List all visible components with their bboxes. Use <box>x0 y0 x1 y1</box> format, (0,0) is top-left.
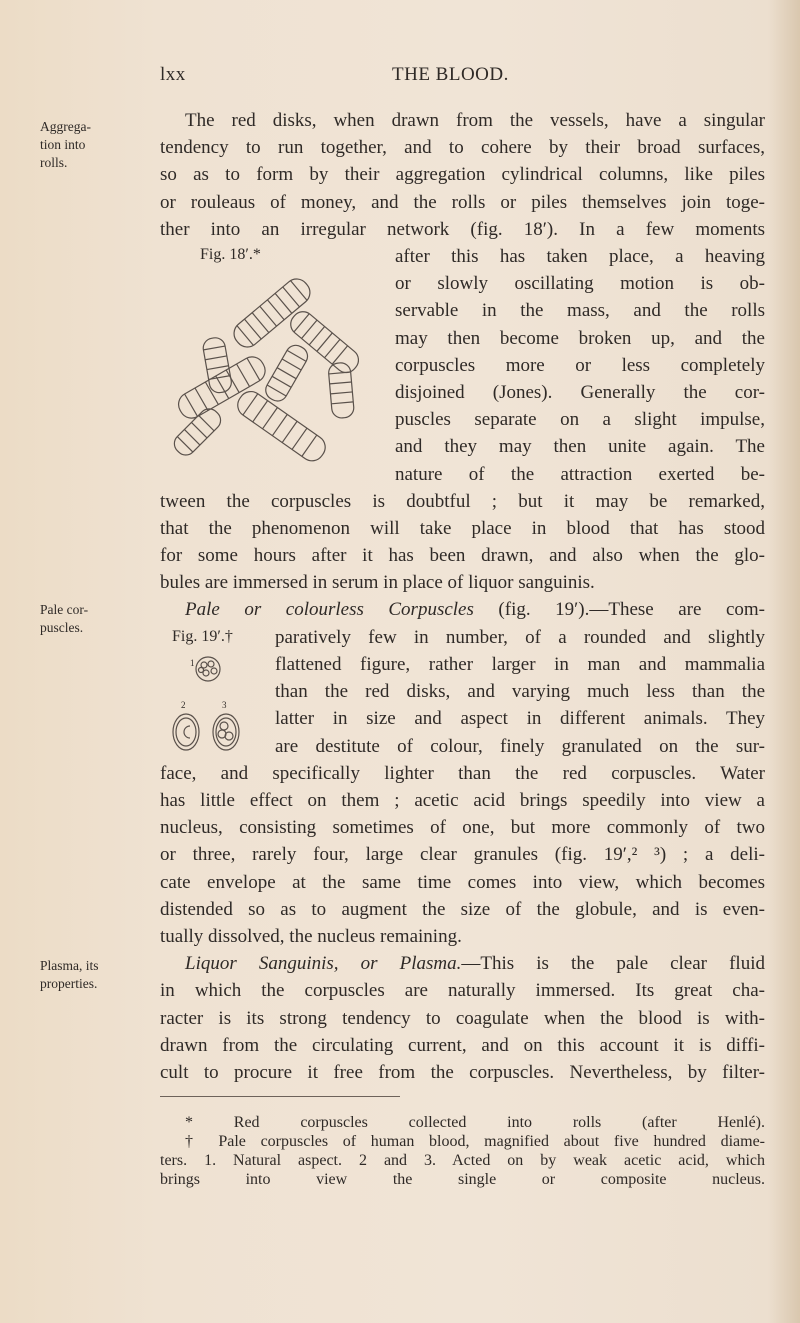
footnote-fig19-cont: ters. 1. Natural aspect. 2 and 3. Acted on by weak acetic acid, which <box>160 1152 765 1169</box>
fig19-label-3: 3 <box>222 700 227 710</box>
corpuscle-single-nucleus <box>173 714 199 750</box>
body-line: racter is its strong tendency to coagulate when the blood is with- <box>160 1008 765 1029</box>
footnote-divider <box>160 1096 400 1097</box>
margin-note-line: puscles. <box>40 620 84 635</box>
body-line: that the phenomenon will take place in blood that has stood <box>160 518 765 539</box>
body-line: or rouleaus of money, and the rolls or piles themselves join toge- <box>160 192 765 213</box>
body-line: in which the corpuscles are naturally immersed. Its great cha- <box>160 980 765 1001</box>
corpuscle-natural <box>196 657 220 681</box>
body-line: nature of the attraction exerted be- <box>395 464 765 485</box>
body-line: distended so as to augment the size of the globule, and is even- <box>160 899 765 920</box>
body-line: for some hours after it has been drawn, and also when the glo- <box>160 545 765 566</box>
body-line: tween the corpuscles is doubtful ; but it may be remarked, <box>160 491 765 512</box>
body-line: tendency to run together, and to cohere by their broad surfaces, <box>160 137 765 158</box>
body-line: and they may then unite again. The <box>395 436 765 457</box>
body-line: than the red disks, and varying much less than the <box>275 681 765 702</box>
body-line: are destitute of colour, finely granulated on the sur- <box>275 736 765 757</box>
fig18-caption: Fig. 18′.* <box>200 246 261 263</box>
margin-note-pale-corpuscles <box>40 601 88 637</box>
body-line: cate envelope at the same time comes into view, which becomes <box>160 872 765 893</box>
italic-lead: Pale or colourless Corpuscles <box>185 599 499 620</box>
fig18-rouleaux-illustration <box>165 268 380 468</box>
margin-note-line: Pale cor- <box>40 602 89 617</box>
body-line: tually dissolved, the nucleus remaining. <box>160 926 462 947</box>
body-line: may then become broken up, and the <box>395 328 765 349</box>
body-line: nucleus, consisting sometimes of one, but more commonly of two <box>160 817 765 838</box>
body-line-plasma-heading <box>185 951 765 977</box>
corpuscle-composite-nucleus <box>213 714 239 750</box>
body-line: drawn from the circulating current, and on this account it is diffi- <box>160 1035 765 1056</box>
body-line: has little effect on them ; acetic acid brings speedily into view a <box>160 790 765 811</box>
body-line: or slowly oscillating motion is ob- <box>395 273 765 294</box>
margin-note-line: properties. <box>40 976 98 991</box>
body-line-rest: (fig. 19′).—These are com- <box>498 599 766 620</box>
body-line: latter in size and aspect in different animals. They <box>275 708 765 729</box>
body-line: puscles separate on a slight impulse, <box>395 409 765 430</box>
fig19-label-1: 1 <box>190 658 195 668</box>
fig19-label-2: 2 <box>181 700 186 710</box>
italic-lead: Liquor Sanguinis, or Plasma. <box>185 953 462 974</box>
body-line: face, and specifically lighter than the red corpuscles. Water <box>160 763 765 784</box>
margin-note-line: Aggrega- <box>40 119 91 134</box>
margin-note-plasma <box>40 957 99 993</box>
body-line-pale-heading <box>185 597 765 623</box>
fig19-caption: Fig. 19′.† <box>172 628 233 645</box>
margin-note-aggregation <box>40 118 91 172</box>
footnote-fig19-cont: brings into view the single or composite nucleus. <box>160 1171 765 1188</box>
running-title: THE BLOOD. <box>392 64 509 85</box>
body-line: cult to procure it free from the corpuscles. Nevertheless, by filter- <box>160 1062 765 1083</box>
body-line: servable in the mass, and the rolls <box>395 300 765 321</box>
body-line: after this has taken place, a heaving <box>395 246 765 267</box>
body-line: The red disks, when drawn from the vessels, have a singular <box>185 110 765 131</box>
body-line: paratively few in number, of a rounded and slightly <box>275 627 765 648</box>
body-line: or three, rarely four, large clear granules (fig. 19′,² ³) ; a deli- <box>160 844 765 865</box>
page-number: lxx <box>160 64 186 85</box>
body-line: corpuscles more or less completely <box>395 355 765 376</box>
footnote-fig19: † Pale corpuscles of human blood, magnified about five hundred diame- <box>185 1133 765 1150</box>
margin-note-line: tion into <box>40 137 86 152</box>
body-line-rest: —This is the pale clear fluid <box>461 953 765 974</box>
body-line: ther into an irregular network (fig. 18′). In a few moments <box>160 219 765 240</box>
margin-note-line: Plasma, its <box>40 958 99 973</box>
body-line: disjoined (Jones). Generally the cor- <box>395 382 765 403</box>
margin-note-line: rolls. <box>40 155 68 170</box>
body-line: bules are immersed in serum in place of liquor sanguinis. <box>160 572 595 593</box>
body-line: so as to form by their aggregation cylindrical columns, like piles <box>160 164 765 185</box>
footnote-fig18: * Red corpuscles collected into rolls (after Henlé). <box>185 1114 765 1131</box>
body-line: flattened figure, rather larger in man and mammalia <box>275 654 765 675</box>
